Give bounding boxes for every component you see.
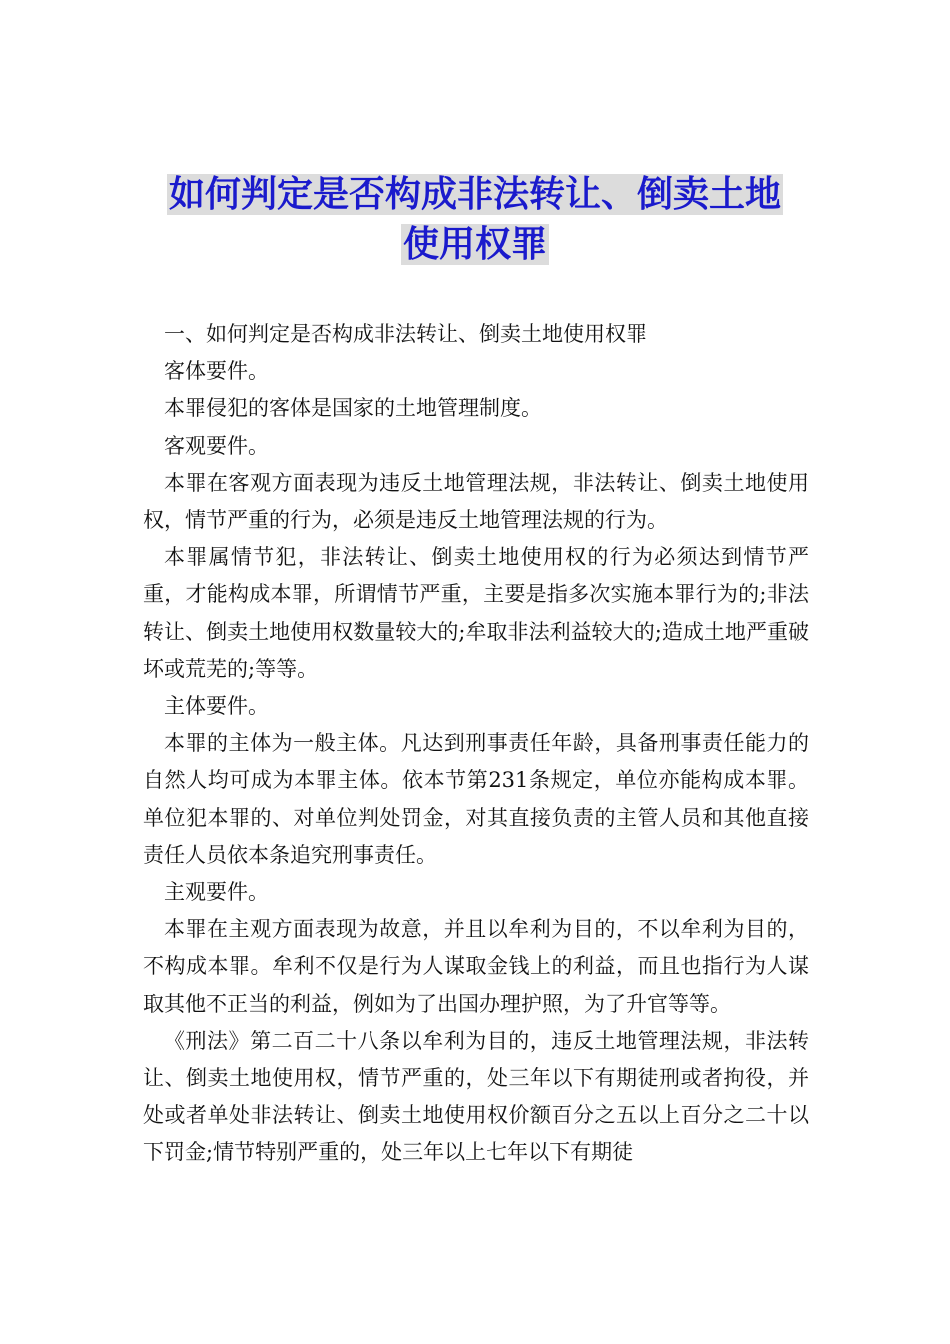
paragraph: 本罪侵犯的客体是国家的土地管理制度。 — [164, 396, 542, 421]
title-line-1: 如何判定是否构成非法转让、倒卖土地 — [168, 174, 781, 215]
subheading-objective: 客观要件。 — [164, 433, 269, 458]
document-title — [120, 170, 830, 270]
document-body — [143, 316, 809, 1172]
paragraph: 《刑法》第二百二十八条以牟利为目的，违反土地管理法规，非法转让、倒卖土地使用权，情节严重的，处三年以下有期徒刑或者拘役，并处或者单处非法转让、倒卖土地使用权价额百分之五以上百分之二十以下罚金;情节特别严重的，处三年以上七年以下有期徒 — [143, 1028, 809, 1165]
paragraph: 本罪在客观方面表现为违反土地管理法规，非法转让、倒卖土地使用权，情节严重的行为，必须是违反土地管理法规的行为。 — [143, 470, 809, 533]
subheading-subjective: 主观要件。 — [164, 880, 269, 905]
paragraph: 本罪的主体为一般主体。凡达到刑事责任年龄，具备刑事责任能力的自然人均可成为本罪主体。依本节第231条规定，单位亦能构成本罪。单位犯本罪的、对单位判处罚金，对其直接负责的主管人员和其他直接责任人员依本条追究刑事责任。 — [143, 731, 809, 867]
section-heading: 一、如何判定是否构成非法转让、倒卖土地使用权罪 — [164, 322, 647, 346]
subheading-subject: 主体要件。 — [164, 694, 269, 719]
paragraph: 本罪属情节犯，非法转让、倒卖土地使用权的行为必须达到情节严重，才能构成本罪，所谓情节严重，主要是指多次实施本罪行为的;非法转让、倒卖土地使用权数量较大的;牟取非法利益较大的;造成土地严重破坏或荒芜的;等等。 — [143, 545, 809, 681]
subheading-object: 客体要件。 — [164, 359, 269, 384]
paragraph: 本罪在主观方面表现为故意，并且以牟利为目的，不以牟利为目的，不构成本罪。牟利不仅是行为人谋取金钱上的利益，而且也指行为人谋取其他不正当的利益，例如为了出国办理护照，为了升官等等。 — [143, 917, 809, 1016]
title-line-2: 使用权罪 — [402, 224, 547, 265]
